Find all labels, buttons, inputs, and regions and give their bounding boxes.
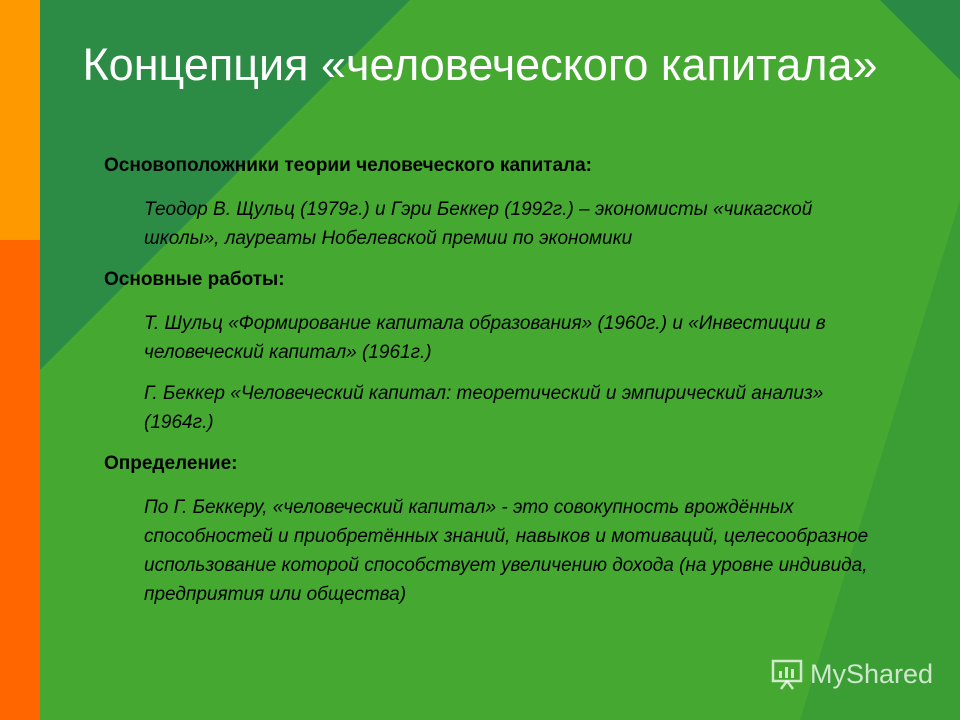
watermark (770, 652, 950, 696)
section-paragraph-works-becker: Г. Беккер «Человеческий капитал: теоретический и эмпирический анализ» (1964г.) (144, 383, 824, 433)
section-paragraph-works-schultz: Т. Шульц «Формирование капитала образования» (1960г.) и «Инвестиции в человеческий капитал» (1961г.) (144, 313, 826, 363)
section-heading-works: Основные работы: (104, 269, 285, 290)
section-paragraph-definition: По Г. Беккеру, «человеческий капитал» - это совокупность врождённых способностей и приобретённых знаний, навыков и мотиваций, целесообразное использование которой способствует увеличению дохода (на уровне индивида, предприятия или общества) (144, 497, 869, 605)
section-heading-founders: Основоположники теории человеческого капитала: (104, 155, 593, 176)
left-bar-top (0, 0, 40, 240)
presentation-board-icon (770, 657, 804, 691)
left-bar-bottom (0, 240, 40, 720)
section-heading-definition: Определение: (104, 453, 238, 474)
watermark-text: MyShared (810, 658, 934, 689)
section-paragraph-founders: Теодор В. Щульц (1979г.) и Гэри Беккер (1992г.) – экономисты «чикагской школы», лауреаты Нобелевской премии по экономики (144, 199, 813, 249)
slide-content (104, 153, 894, 621)
slide-title: Концепция «человеческого капитала» (82, 39, 878, 90)
